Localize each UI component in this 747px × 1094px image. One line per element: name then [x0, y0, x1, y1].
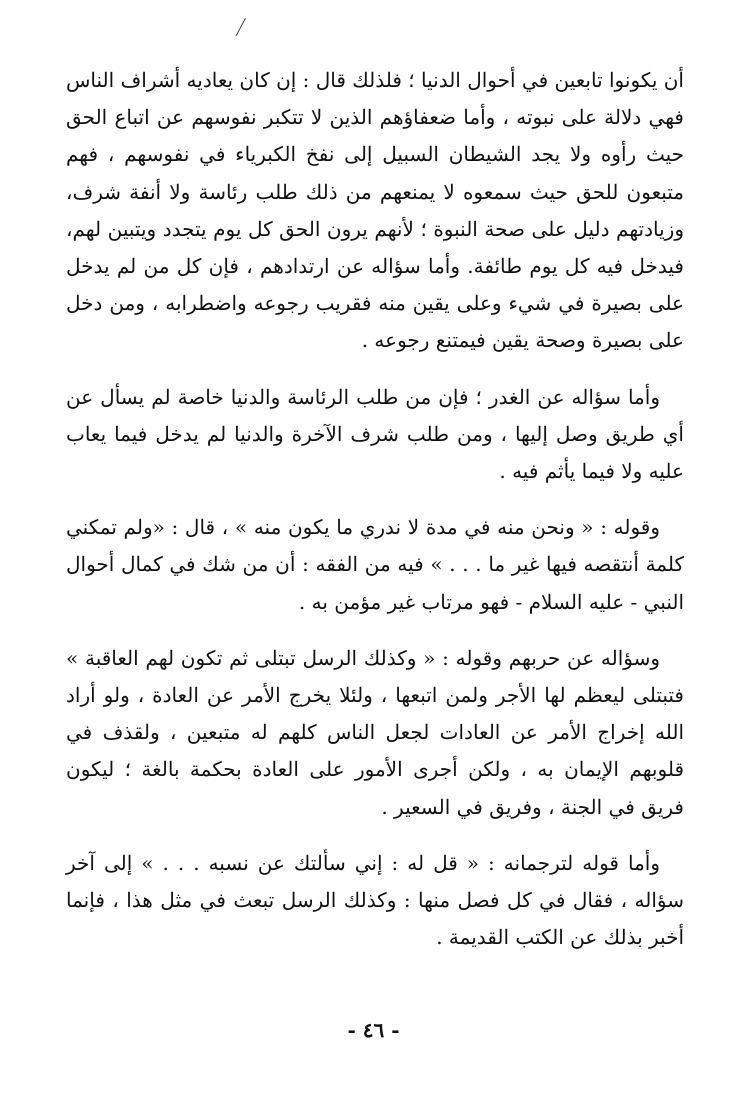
paragraph-3: وقوله : « ونحن منه في مدة لا ندري ما يكون منه » ، قال : «ولم تمكني كلمة أنتقصه فيها غير ما . . . » فيه من الفقه : أن من شك في كمال أحوال النبي - عليه السلام - فهو مرتاب غير مؤمن به .	[66, 515, 684, 614]
paragraph-1: أن يكونوا تابعين في أحوال الدنيا ؛ فلذلك قال : إن كان يعاديه أشراف الناس فهي دلالة على نبوته ، وأما ضعفاؤهم الذين لا تتكبر نفوسهم عن اتباع الحق حيث رأوه ولا يجد الشيطان السبيل إلى نفخ الكبرياء في نفوسهم ، فهم متبعون للحق حيث سمعوه لا يمنعهم من ذلك طلب رئاسة ولا أنفة شرف، وزيادتهم دليل على صحة النبوة ؛ لأنهم يرون الحق كل يوم يتجدد ويتبين لهم، فيدخل فيه كل يوم طائفة. وأما سؤاله عن ارتدادهم ، فإن كل من لم يدخل على بصيرة في شيء وعلى يقين منه فقريب رجوعه واضطرابه ، ومن دخل على بصيرة وصحة يقين فيمتنع رجوعه .	[66, 68, 684, 353]
paragraph-2: وأما سؤاله عن الغدر ؛ فإن من طلب الرئاسة والدنيا خاصة لم يسأل عن أي طريق وصل إليها ، ومن طلب شرف الآخرة والدنيا لم يدخل فيما يعاب عليه ولا فيما يأثم فيه .	[66, 384, 684, 484]
page-number: - ٤٦ -	[347, 1018, 400, 1042]
body-text	[66, 62, 684, 975]
stray-pen-mark	[236, 18, 255, 41]
paragraph-5: وأما قوله لترجمانه : « قل له : إني سألتك عن نسبه . . . » إلى آخر سؤاله ، فقال في كل فصل منها : وكذلك الرسل تبعث في مثل هذا ، فإنما أخبر بذلك عن الكتب القديمة .	[66, 850, 684, 950]
paragraph-4: وسؤاله عن حربهم وقوله : « وكذلك الرسل تبتلى ثم تكون لهم العاقبة » فتبتلى ليعظم لها الأجر ولمن اتبعها ، ولئلا يخرج الأمر عن العادة ، ولو أراد الله إخراج الأمر عن العادات لجعل الناس كلهم له متبعين ، ولقذف في قلوبهم الإيمان به ، ولكن أجرى الأمور على العادة بحكمة بالغة ؛ ليكون فريق في الجنة ، وفريق في السعير .	[66, 645, 684, 819]
